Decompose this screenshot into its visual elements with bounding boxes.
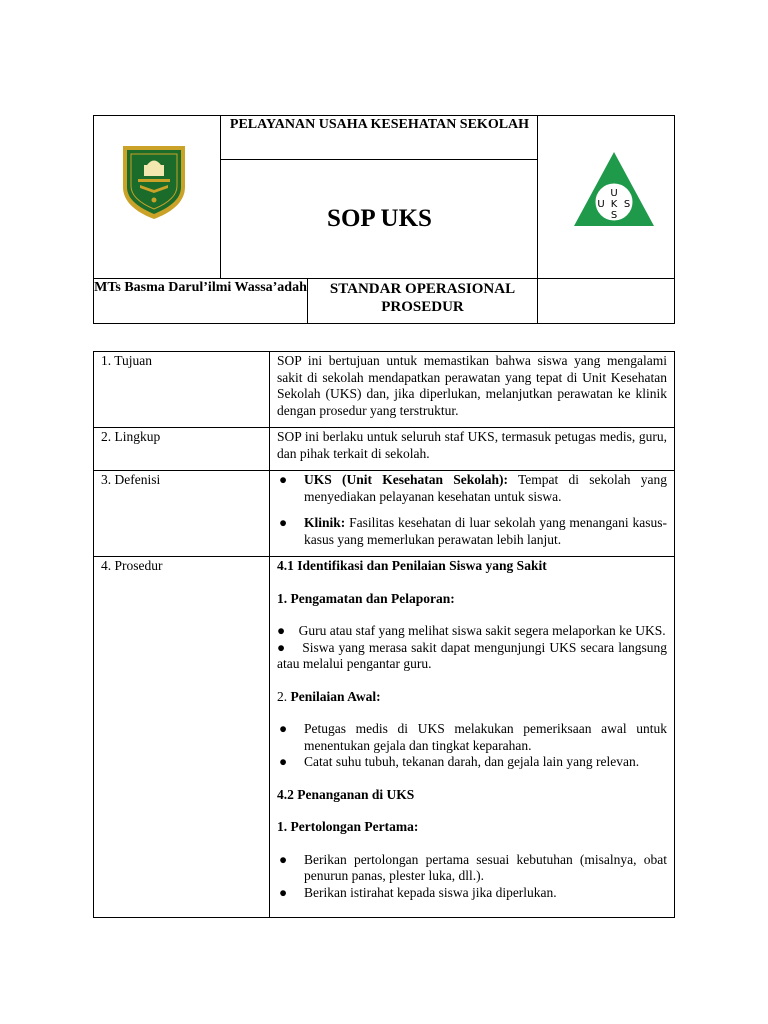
bullet-list	[277, 852, 667, 902]
step-title-text: Penilaian Awal:	[290, 688, 381, 704]
spacer	[277, 575, 667, 591]
definition-desc: Fasilitas kesehatan di luar sekolah yang menangani kasus-kasus yang memerlukan perawatan lebih lanjut.	[304, 515, 667, 547]
list-item	[277, 721, 667, 754]
bullet-list	[277, 721, 667, 771]
row-content	[270, 471, 675, 557]
bullet-icon: ●	[279, 754, 288, 769]
table-row	[94, 352, 675, 428]
school-emblem-icon	[120, 143, 188, 221]
step-title: 1. Pertolongan Pertama:	[277, 819, 419, 834]
definition-term: UKS (Unit Kesehatan Sekolah):	[304, 472, 508, 487]
list-item-text: Berikan pertolongan pertama sesuai kebutuhan (misalnya, obat penurun panas, plester luka, dll.).	[304, 851, 667, 883]
list-item-text: Siswa yang merasa sakit dapat mengunjungi UKS secara langsung atau melalui pengantar guru.	[277, 639, 667, 671]
spacer	[277, 673, 667, 689]
spacer	[277, 607, 667, 623]
spacer	[277, 803, 667, 819]
section-title: 4.2 Penanganan di UKS	[277, 786, 415, 802]
list-item	[277, 472, 667, 505]
bullet-icon: ●	[279, 721, 288, 736]
list-item	[277, 623, 667, 640]
uks-logo-icon	[572, 150, 656, 228]
step-title	[277, 689, 667, 706]
list-item-text: Catat suhu tubuh, tekanan darah, dan gejala lain yang relevan.	[304, 754, 640, 769]
bullet-icon: ●	[277, 639, 303, 655]
list-item	[277, 754, 667, 771]
list-item	[277, 515, 667, 548]
bullet-icon: ●	[277, 623, 299, 638]
list-item	[277, 852, 667, 885]
sop-title	[221, 160, 538, 278]
row-label: 4. Prosedur	[94, 557, 270, 918]
table-row	[94, 557, 675, 918]
step-number: 2.	[277, 688, 288, 704]
sop-table	[93, 351, 675, 918]
row-label: 2. Lingkup	[94, 428, 270, 471]
section-title: 4.1 Identifikasi dan Penilaian Siswa yang Sakit	[277, 558, 547, 573]
svg-text:S: S	[623, 199, 631, 210]
school-name: MTs Basma Darul’ilmi Wassa’adah	[94, 280, 307, 295]
bullet-icon: ●	[279, 472, 288, 487]
row-label: 1. Tujuan	[94, 352, 270, 428]
spacer	[277, 836, 667, 852]
svg-text:U: U	[597, 199, 605, 210]
list-item-text: Guru atau staf yang melihat siswa sakit segera melaporkan ke UKS.	[298, 623, 666, 638]
definition-term: Klinik:	[304, 515, 346, 530]
spacer	[277, 705, 667, 721]
svg-text:U: U	[610, 188, 618, 199]
bullet-icon: ●	[279, 851, 288, 867]
list-item-text: Berikan istirahat kepada siswa jika diperlukan.	[304, 884, 557, 900]
svg-text:S: S	[610, 210, 618, 221]
svg-text:K: K	[610, 199, 618, 210]
list-item	[277, 640, 667, 673]
sop-title-text: SOP UKS	[327, 205, 432, 232]
row-content: SOP ini bertujuan untuk memastikan bahwa siswa yang mengalami sakit di sekolah mendapatkan perawatan yang tepat di Unit Kesehatan Sekolah (UKS) dan, jika diperlukan, melanjutkan perawatan ke klinik dengan prosedur yang terstruktur.	[270, 352, 675, 428]
row-label: 3. Defenisi	[94, 471, 270, 557]
spacer	[277, 771, 667, 787]
bullet-icon: ●	[279, 884, 288, 900]
list-item	[277, 885, 667, 902]
document-header	[93, 115, 675, 324]
table-row	[94, 428, 675, 471]
list-item-text: Petugas medis di UKS melakukan pemeriksaan awal untuk menentukan gejala dan tingkat keparahan.	[304, 721, 667, 753]
definition-desc: Tempat di sekolah yang menyediakan pelayanan kesehatan untuk siswa.	[304, 472, 667, 504]
definition-list	[277, 472, 667, 548]
step-title: 1. Pengamatan dan Pelaporan:	[277, 590, 455, 606]
table-row	[94, 471, 675, 557]
row-content	[270, 557, 675, 918]
header-title: PELAYANAN USAHA KESEHATAN SEKOLAH	[229, 117, 530, 132]
row-content: SOP ini berlaku untuk seluruh staf UKS, termasuk petugas medis, guru, dan pihak terkait di sekolah.	[270, 428, 675, 471]
document-type: STANDAR OPERASIONAL PROSEDUR	[329, 281, 516, 315]
bullet-icon: ●	[279, 515, 288, 530]
